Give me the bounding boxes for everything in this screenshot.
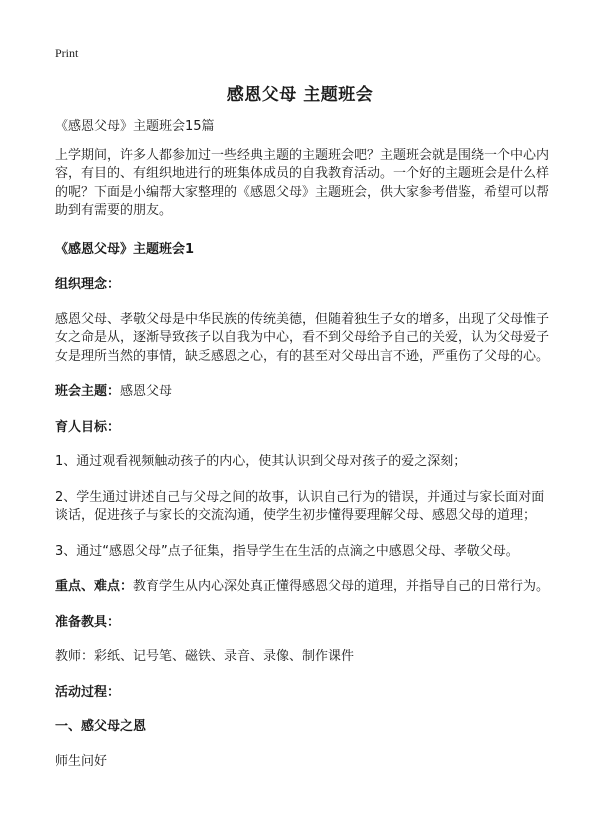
prep-heading: 准备教具： bbox=[55, 614, 121, 630]
theme-value: 感恩父母 bbox=[120, 384, 173, 399]
theme-line bbox=[55, 383, 550, 402]
concept-paragraph: 感恩父母、孝敬父母是中华民族的传统美德，但随着独生子女的增多，出现了父母惟子女之命是从，逐渐导致孩子以自我为中心，看不到父母给予自己的关爱，认为父母爱子女是理所当然的事情，缺乏感恩之心，有的甚至对父母出言不逊，严重伤了父母的心。 bbox=[55, 311, 550, 364]
concept-heading: 组织理念： bbox=[55, 277, 121, 292]
goal-item: 1、通过观看视频触动孩子的内心，使其认识到父母对孩子的爱之深刻； bbox=[55, 454, 467, 469]
print-label: Print bbox=[55, 46, 79, 60]
step-one-paragraph: 师生问好 bbox=[55, 753, 108, 769]
step-one-heading: 一、感父母之恩 bbox=[55, 719, 147, 734]
goal-item: 3、通过“感恩父母”点子征集，指导学生在生活的点滴之中感恩父母、孝敬父母。 bbox=[55, 543, 519, 559]
document-subtitle: 《感恩父母》主题班会15篇 bbox=[55, 119, 215, 134]
goal-item: 2、学生通过讲述自己与父母之间的故事，认识自己行为的错误，并通过与家长面对面谈话，促进孩子与家长的交流沟通，使学生初步懂得要理解父母、感恩父母的道理； bbox=[55, 489, 545, 523]
process-heading: 活动过程： bbox=[55, 684, 121, 700]
document-body bbox=[55, 118, 550, 788]
keypoints-line bbox=[55, 578, 550, 597]
intro-paragraph: 上学期间，许多人都参加过一些经典主题的主题班会吧？主题班会就是围绕一个中心内容，有目的、有组织地进行的班集体成员的自我教育活动。一个好的主题班会是什么样的呢？下面是小编帮大家整理的《感恩父母》主题班会，供大家参考借鉴，希望可以帮助到有需要的朋友。 bbox=[55, 147, 550, 218]
section-heading: 《感恩父母》主题班会1 bbox=[55, 241, 195, 257]
keypoints-label: 重点、难点： bbox=[55, 579, 134, 594]
goals-heading: 育人目标： bbox=[55, 419, 121, 435]
theme-label: 班会主题： bbox=[55, 384, 121, 399]
prep-paragraph: 教师：彩纸、记号笔、磁铁、录音、录像、制作课件 bbox=[55, 649, 355, 664]
keypoints-text: 教育学生从内心深处真正懂得感恩父母的道理，并指导自己的日常行为。 bbox=[133, 579, 550, 594]
page-title: 感恩父母 主题班会 bbox=[226, 85, 374, 105]
